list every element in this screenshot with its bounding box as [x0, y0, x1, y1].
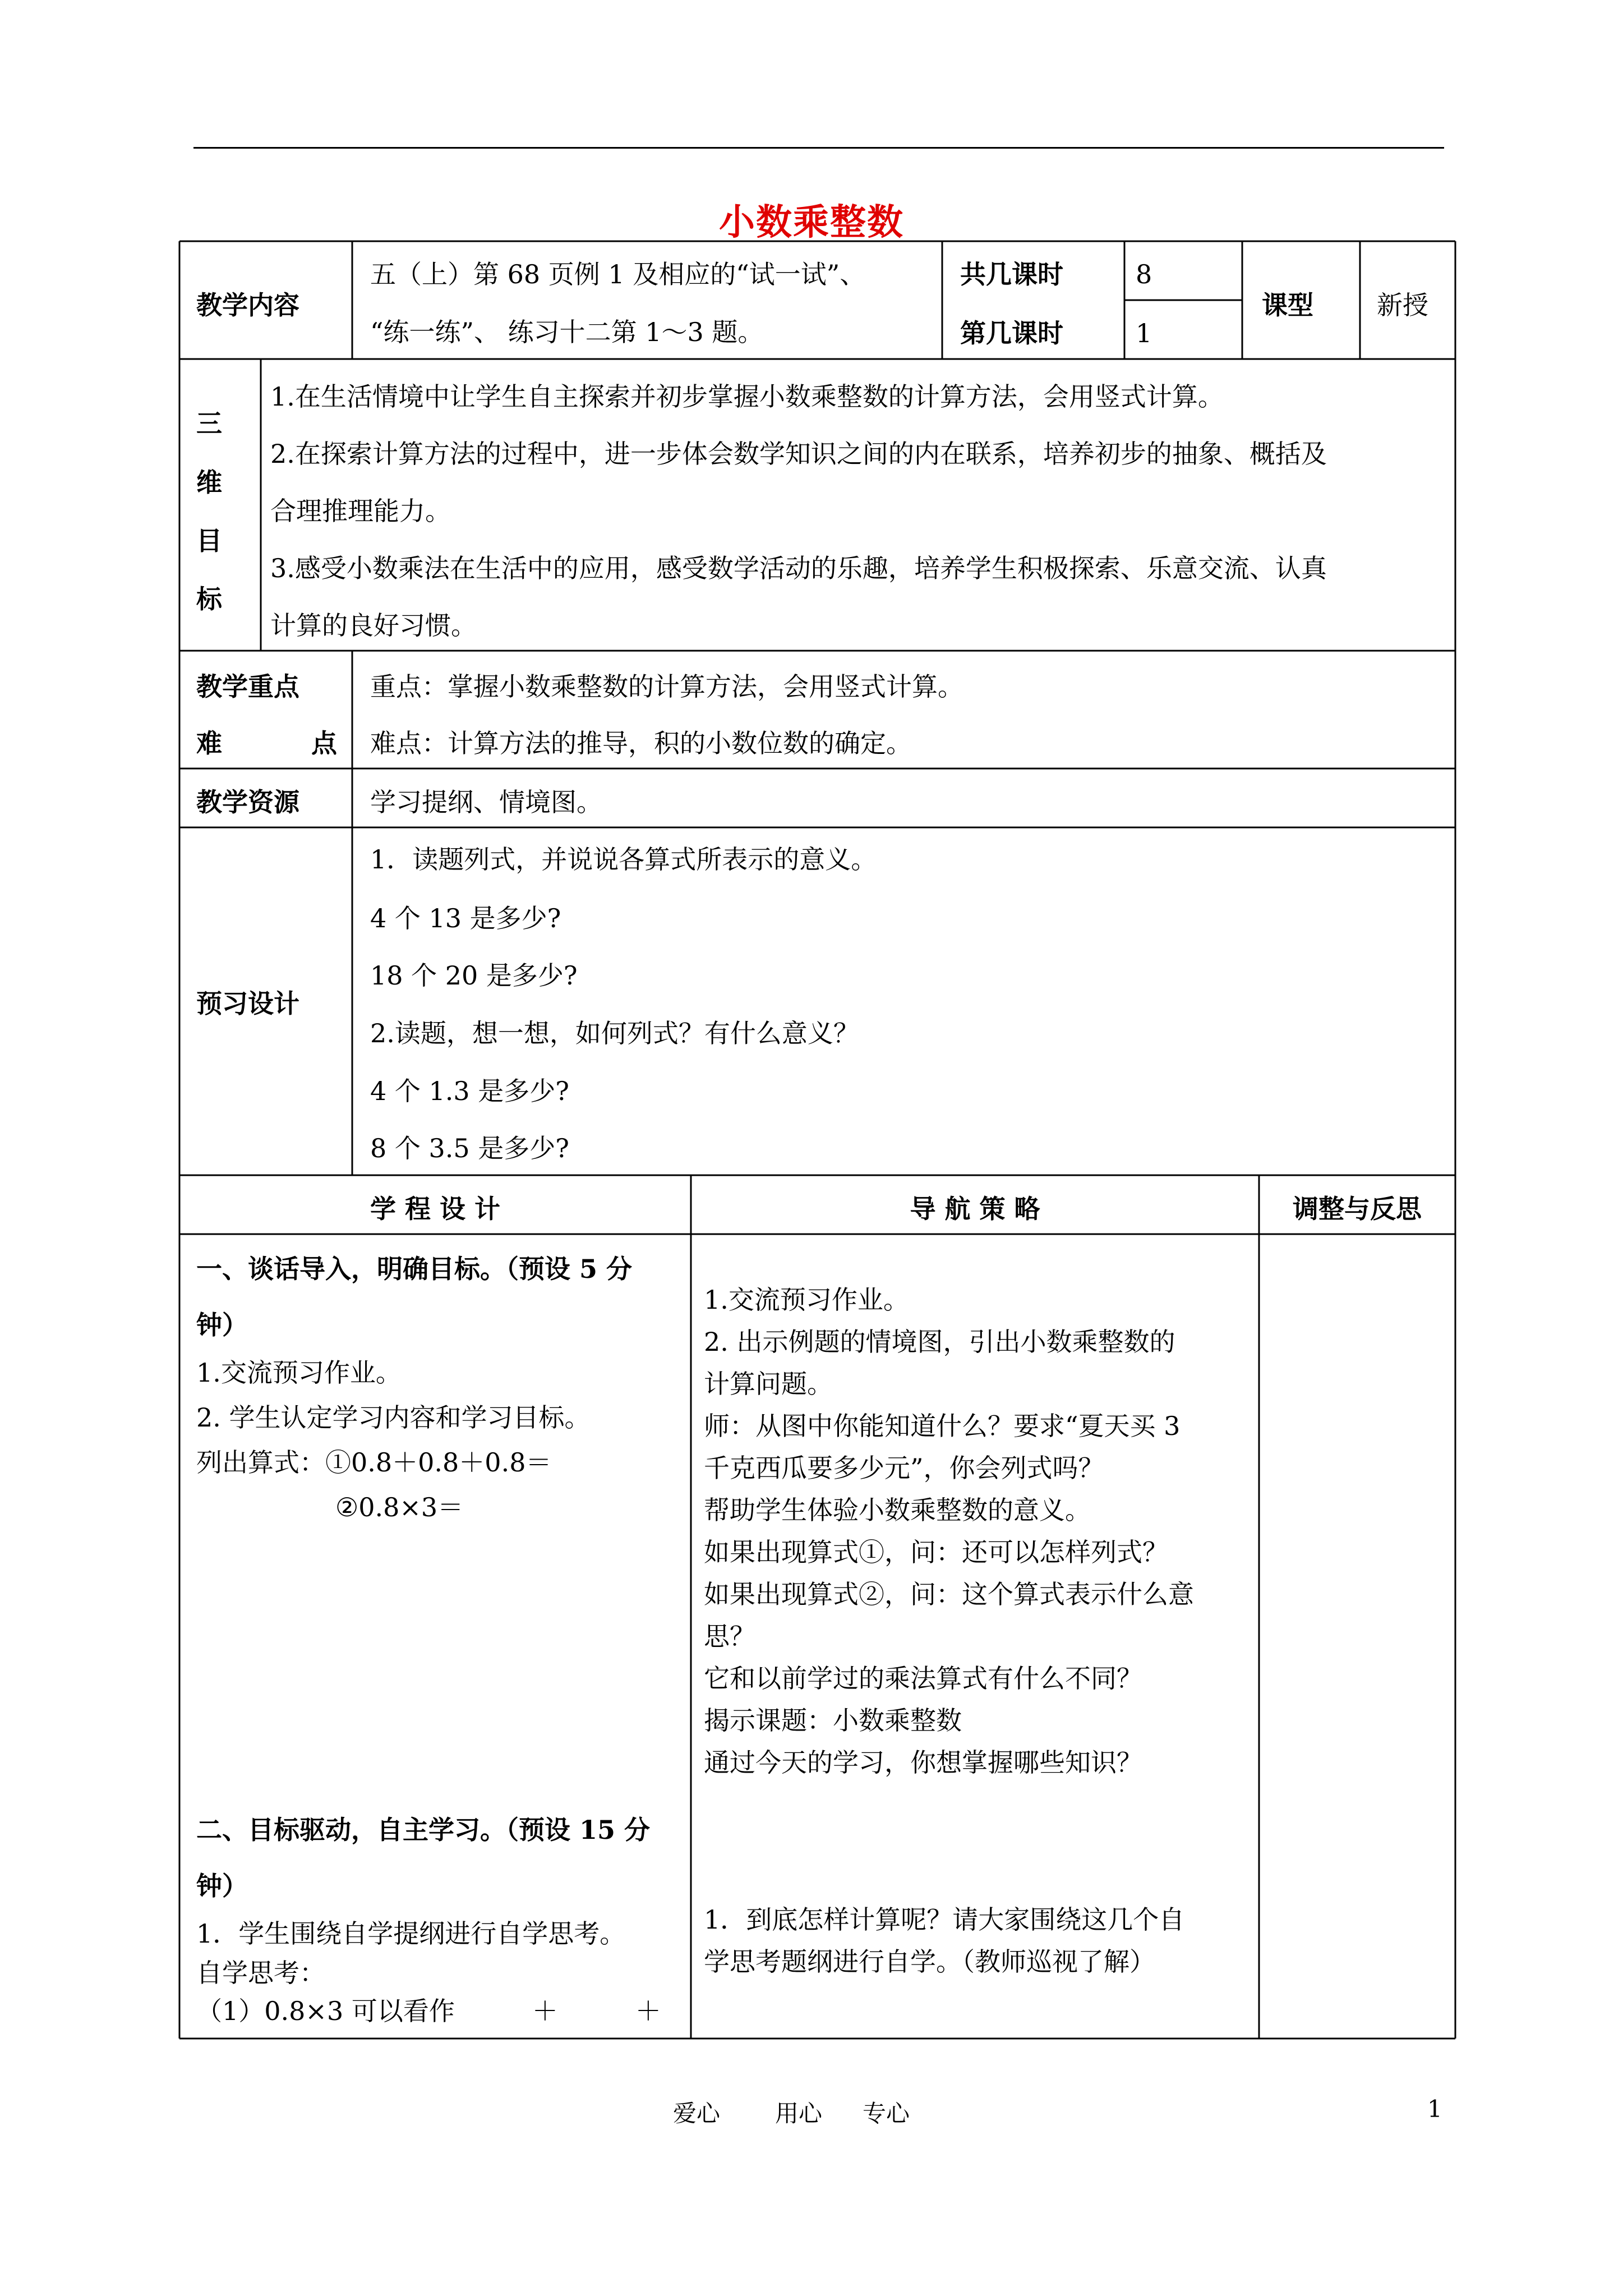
strategy-item-5: 千克西瓜要多少元”，你会列式吗？	[704, 1453, 1104, 1483]
footer-text-1: 爱心	[673, 2100, 721, 2127]
section1-item-2: 2. 学生认定学习内容和学习目标。	[196, 1402, 591, 1433]
preview-line-4: 2.读题，想一想，如何列式？有什么意义？	[370, 1018, 859, 1048]
section2-item-1: 1．学生围绕自学提纲进行自学思考。	[196, 1918, 626, 1949]
strategy-item-7: 如果出现算式①，问：还可以怎样列式？	[704, 1537, 1168, 1567]
content-text-line2: “练一练”、 练习十二第 1～3 题。	[370, 317, 764, 347]
difficulty-text: 难点：计算方法的推导，积的小数位数的确定。	[370, 728, 912, 758]
strategy2-item-2: 学思考题纲进行自学。（教师巡视了解）	[704, 1947, 1155, 1977]
resources-text: 学习提纲、情境图。	[370, 787, 602, 817]
page-number: 1	[1427, 2095, 1442, 2123]
section1-item-1: 1.交流预习作业。	[196, 1358, 402, 1388]
preview-line-1: 1．读题列式，并说说各算式所表示的意义。	[370, 844, 877, 875]
goal-line-1: 1.在生活情境中让学生自主探索并初步掌握小数乘整数的计算方法，会用竖式计算。	[270, 381, 1224, 412]
strategy-item-9: 思？	[704, 1621, 755, 1651]
section1-item-3: 列出算式：①0.8＋0.8＋0.8＝	[196, 1447, 552, 1478]
strategy-item-6: 帮助学生体验小数乘整数的意义。	[704, 1495, 1091, 1525]
section1-item-4: ②0.8×3＝	[335, 1492, 464, 1522]
section2-heading-line2: 钟）	[196, 1871, 248, 1901]
resources-label: 教学资源	[196, 787, 299, 817]
strategy-item-10: 它和以前学过的乘法算式有什么不同？	[704, 1663, 1142, 1694]
strategy-item-12: 通过今天的学习，你想掌握哪些知识？	[704, 1747, 1142, 1778]
strategy-item-3: 计算问题。	[704, 1369, 833, 1399]
goal-line-5: 计算的良好习惯。	[270, 610, 477, 641]
strategy-item-2: 2. 出示例题的情境图，引出小数乘整数的	[704, 1327, 1175, 1357]
current-period-value: 1	[1136, 318, 1152, 348]
preview-line-3: 18 个 20 是多少?	[370, 960, 578, 991]
strategy2-item-1: 1．到底怎样计算呢？请大家围绕这几个自	[704, 1904, 1185, 1935]
total-periods-value: 8	[1136, 259, 1152, 289]
section2-item-3: （1）0.8×3 可以看作 ＋ ＋	[196, 1996, 661, 2026]
header-rule	[193, 147, 1444, 149]
goals-label-4: 标	[196, 584, 222, 614]
goal-line-3: 合理推理能力。	[270, 496, 451, 526]
section1-heading-line1: 一、谈话导入，明确目标。（预设 5 分	[196, 1254, 633, 1284]
content-label: 教学内容	[196, 290, 299, 320]
difficulty-label-b: 点	[311, 728, 337, 758]
process-header-design: 学 程 设 计	[370, 1194, 501, 1224]
goal-line-2: 2.在探索计算方法的过程中，进一步体会数学知识之间的内在联系，培养初步的抽象、概括及	[270, 439, 1327, 469]
strategy-item-1: 1.交流预习作业。	[704, 1285, 909, 1315]
section2-item-2: 自学思考：	[196, 1958, 325, 1988]
total-periods-label: 共几课时	[960, 259, 1063, 289]
lesson-type-value: 新授	[1377, 290, 1428, 320]
goals-label-1: 三	[196, 408, 222, 439]
keypoint-label: 教学重点	[196, 671, 299, 702]
lesson-type-label: 课型	[1262, 290, 1313, 320]
preview-line-6: 8 个 3.5 是多少?	[370, 1133, 569, 1163]
strategy-item-4: 师：从图中你能知道什么？要求“夏天买 3	[704, 1411, 1181, 1441]
current-period-label: 第几课时	[960, 318, 1063, 348]
goal-line-4: 3.感受小数乘法在生活中的应用，感受数学活动的乐趣，培养学生积极探索、乐意交流、认真	[270, 553, 1327, 583]
process-header-strategy: 导 航 策 略	[910, 1194, 1040, 1224]
preview-label: 预习设计	[196, 988, 299, 1019]
section1-heading-line2: 钟）	[196, 1310, 248, 1340]
keypoint-text: 重点：掌握小数乘整数的计算方法，会用竖式计算。	[370, 671, 963, 702]
difficulty-label-a: 难	[196, 728, 222, 758]
footer-text-2: 用心	[775, 2100, 823, 2127]
page-title: 小数乘整数	[719, 201, 904, 243]
goals-label-2: 维	[196, 467, 222, 498]
section2-heading-line1: 二、目标驱动，自主学习。（预设 15 分	[196, 1815, 651, 1845]
strategy-item-11: 揭示课题：小数乘整数	[704, 1705, 962, 1736]
preview-line-5: 4 个 1.3 是多少?	[370, 1076, 569, 1106]
strategy-item-8: 如果出现算式②，问：这个算式表示什么意	[704, 1579, 1194, 1609]
process-header-reflection: 调整与反思	[1293, 1194, 1422, 1224]
content-text-line1: 五（上）第 68 页例 1 及相应的“试一试”、	[370, 259, 866, 289]
goals-label-3: 目	[196, 526, 222, 556]
footer-text-3: 专心	[863, 2100, 910, 2127]
preview-line-2: 4 个 13 是多少?	[370, 903, 561, 933]
